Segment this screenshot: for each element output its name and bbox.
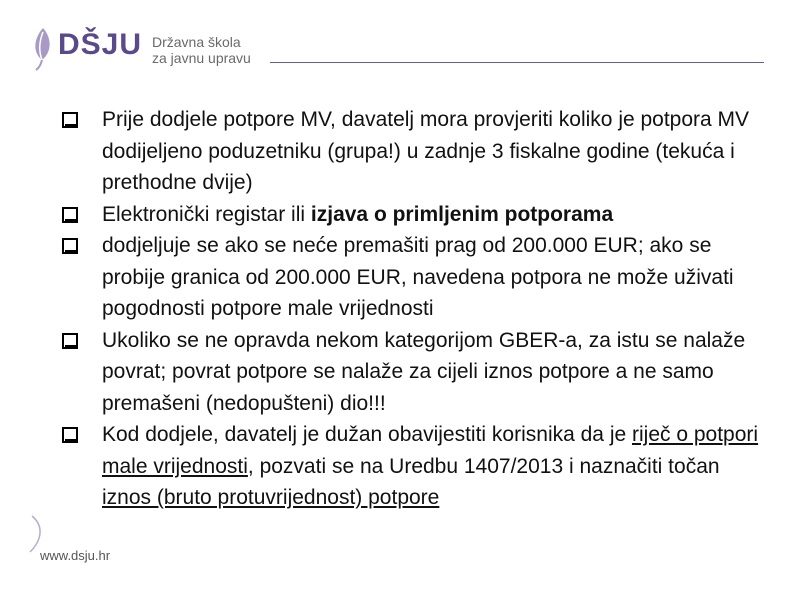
org-name-line-1: Državna škola <box>152 34 241 50</box>
header-divider <box>270 62 764 63</box>
logo-text: DŠJU <box>58 28 143 61</box>
leaf-logo-icon <box>30 26 56 72</box>
bullet-item-1 <box>62 104 762 199</box>
bullet-text: Prije dodjele potpore MV, davatelj mora provjeriti koliko je potpora MV dodijeljeno poduzetniku (grupa!) u zadnje 3 fiskalne godine (tekuća i prethodne dvije) <box>102 108 750 194</box>
checkbox-bullet-icon <box>62 427 78 443</box>
checkbox-bullet-icon <box>62 333 78 349</box>
underlined-text: riječ o potpori male vrijednosti <box>102 423 759 478</box>
checkbox-bullet-icon <box>62 238 78 254</box>
organization-name <box>152 34 251 66</box>
checkbox-bullet-icon <box>62 207 78 223</box>
footer-url: www.dsju.hr <box>40 548 111 563</box>
bullet-item-3 <box>62 230 762 325</box>
bullet-text: Elektronički registar ili <box>102 202 311 226</box>
bullet-text: , pozvati se na Uredbu 1407/2013 i naznačiti točan <box>247 454 720 478</box>
slide-header <box>0 0 794 80</box>
bullet-text: Kod dodjele, davatelj je dužan obavijestiti korisnika da je <box>102 423 632 446</box>
underlined-text: iznos (bruto protuvrijednost) potpore <box>102 486 440 509</box>
bullet-item-4 <box>62 325 762 420</box>
bullet-text: dodjeljuje se ako se neće premašiti prag od 200.000 EUR; ako se probije granica od 200.000 EUR, navedena potpora ne može uživati pogodnosti potpore male vrijednosti <box>102 234 734 320</box>
checkbox-bullet-icon <box>62 112 78 128</box>
org-name-line-2: za javnu upravu <box>152 50 251 66</box>
bullet-bold-text: izjava o primljenim potporama <box>310 202 614 226</box>
bullet-list <box>62 104 762 514</box>
bullet-text: Ukoliko se ne opravda nekom kategorijom GBER-a, za istu se nalaže povrat; povrat potpore se nalaže za cijeli iznos potpore a ne samo premašeni (nedopušteni) dio!!! <box>102 328 746 415</box>
bullet-item-5 <box>62 419 762 514</box>
bullet-item-2 <box>62 199 762 231</box>
